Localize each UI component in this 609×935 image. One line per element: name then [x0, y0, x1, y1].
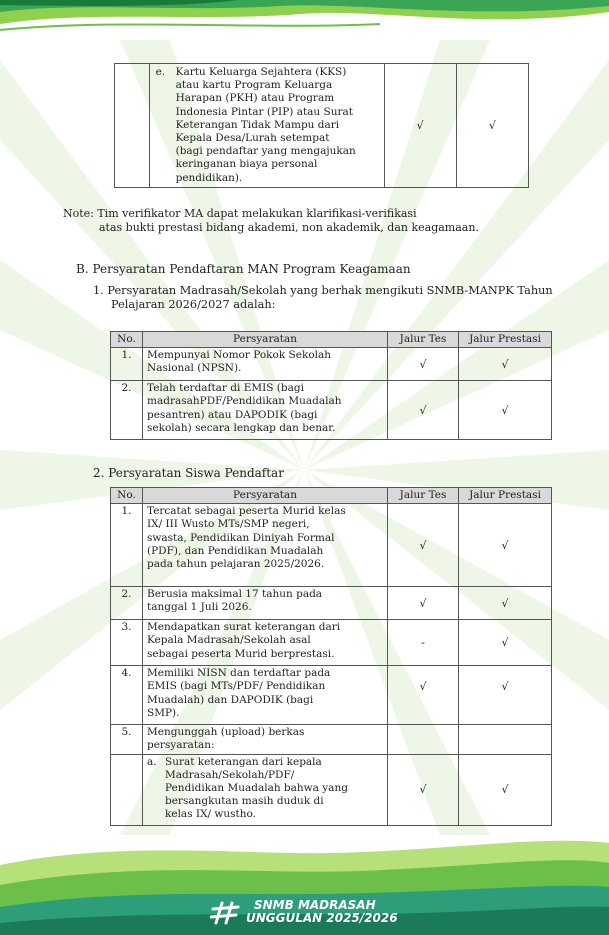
header-jalur-prestasi: Jalur Prestasi [459, 332, 552, 348]
check-mark-prestasi: √ [459, 587, 552, 620]
table-row [111, 666, 552, 725]
requirement-line: (PDF), dan Pendidikan Muadalah [147, 544, 324, 557]
requirement-line: keringanan biaya personal [175, 158, 318, 171]
footer-title-line-1: SNMB MADRASAH [254, 898, 376, 912]
requirement-cell [143, 725, 388, 754]
row-number: 5. [111, 725, 143, 754]
table-row [111, 754, 552, 825]
requirement-line: Surat keterangan dari kepala [165, 755, 322, 768]
table-row [111, 504, 552, 587]
requirement-line: Muadalah) dan DAPODIK (bagi [147, 693, 314, 706]
requirement-line: atau kartu Program Keluarga [175, 79, 333, 92]
requirement-cell [143, 348, 388, 381]
row-number: 2. [111, 587, 143, 620]
no-cell [111, 754, 143, 825]
requirement-line: tanggal 1 Juli 2026. [147, 601, 252, 614]
requirement-line: Pendidikan Muadalah bahwa yang [165, 782, 348, 795]
requirement-line: pendidikan). [175, 171, 243, 184]
sub-letter: e. [155, 66, 166, 78]
requirement-line: Nasional (NPSN). [147, 362, 242, 375]
requirement-line: Mendapatkan surat keterangan dari [147, 621, 341, 634]
requirement-line: SMP). [147, 706, 180, 719]
dash-mark-tes: - [388, 620, 459, 666]
row-number: 1. [111, 348, 143, 381]
requirement-cell [149, 64, 384, 188]
requirement-line: sekolah) secara lengkap dan benar. [147, 421, 336, 434]
table-row [111, 725, 552, 754]
table-row [115, 64, 529, 188]
requirement-line: Mempunyai Nomor Pokok Sekolah [147, 349, 332, 362]
requirement-line: Kepala Desa/Lurah setempat [175, 132, 330, 145]
check-mark-tes: √ [384, 64, 456, 188]
requirement-line: Mengunggah (upload) berkas [147, 726, 305, 739]
header-no: No. [111, 332, 143, 348]
header-jalur-tes: Jalur Tes [388, 332, 459, 348]
requirement-cell [143, 504, 388, 587]
requirement-line: Harapan (PKH) atau Program [175, 92, 335, 105]
requirement-line: Memiliki NISN dan terdaftar pada [147, 667, 331, 680]
table-row [111, 381, 552, 440]
note-line-2: atas bukti prestasi bidang akademi, non akademik, dan keagamaan. [99, 221, 479, 234]
requirement-cell [143, 587, 388, 620]
check-mark-tes: √ [388, 381, 459, 440]
table-row [111, 348, 552, 381]
requirement-line: Indonesia Pintar (PIP) atau Surat [175, 105, 353, 118]
requirement-line: pesantren) atau DAPODIK (bagi [147, 408, 318, 421]
table-row [111, 620, 552, 666]
check-mark-tes: √ [388, 666, 459, 725]
empty-cell [459, 725, 552, 754]
section-b-item-1-cont: Pelajaran 2026/2027 adalah: [111, 298, 276, 311]
requirement-line: pada tahun pelajaran 2025/2026. [147, 558, 325, 571]
no-cell [115, 64, 150, 188]
check-mark-prestasi: √ [459, 666, 552, 725]
header-no: No. [111, 488, 143, 504]
requirement-line: Tercatat sebagai peserta Murid kelas [147, 505, 346, 518]
requirement-cell [143, 666, 388, 725]
note-line-1: Note: Tim verifikator MA dapat melakukan klarifikasi-verifikasi [63, 207, 417, 220]
section-b-heading: B. Persyaratan Pendaftaran MAN Program Keagamaan [76, 262, 411, 276]
requirement-cell [143, 381, 388, 440]
section-b-item-1: 1. Persyaratan Madrasah/Sekolah yang berhak mengikuti SNMB-MANPK Tahun [93, 284, 553, 297]
check-mark-tes: √ [388, 348, 459, 381]
footer-title-line-2: UNGGULAN 2025/2026 [246, 911, 398, 925]
check-mark-prestasi: √ [456, 64, 528, 188]
student-requirements-table [110, 487, 552, 826]
row-number: 2. [111, 381, 143, 440]
requirement-line: madrasahPDF/Pendidikan Muadalah [147, 395, 342, 408]
requirement-line: Berusia maksimal 17 tahun pada [147, 588, 323, 601]
header-jalur-prestasi: Jalur Prestasi [459, 488, 552, 504]
hashtag-icon [210, 901, 242, 925]
madrasah-requirements-table [110, 331, 552, 440]
header-requirement: Persyaratan [143, 332, 388, 348]
requirement-line: Kepala Madrasah/Sekolah asal [147, 634, 311, 647]
header-requirement: Persyaratan [143, 488, 388, 504]
requirement-line: bersangkutan masih duduk di [165, 795, 324, 808]
check-mark-prestasi: √ [459, 381, 552, 440]
row-number: 4. [111, 666, 143, 725]
prestasi-table-continuation [114, 63, 529, 188]
requirement-line: IX/ III Wusto MTs/SMP negeri, [147, 518, 310, 531]
requirement-line: sebagai peserta Murid berprestasi. [147, 647, 335, 660]
row-number: 1. [111, 504, 143, 587]
table-row [111, 587, 552, 620]
row-number: 3. [111, 620, 143, 666]
requirement-line: kelas IX/ wustho. [165, 808, 257, 821]
requirement-line: (bagi pendaftar yang mengajukan [175, 145, 356, 158]
table-header-row [111, 332, 552, 348]
check-mark-tes: √ [388, 754, 459, 825]
check-mark-prestasi: √ [459, 348, 552, 381]
requirement-line: Keterangan Tidak Mampu dari [175, 118, 340, 131]
requirement-line: Kartu Keluarga Sejahtera (KKS) [175, 66, 347, 78]
requirement-line: Madrasah/Sekolah/PDF/ [165, 768, 295, 781]
requirement-cell [143, 754, 388, 825]
check-mark-prestasi: √ [459, 754, 552, 825]
header-jalur-tes: Jalur Tes [388, 488, 459, 504]
check-mark-prestasi: √ [459, 620, 552, 666]
requirement-line: persyaratan: [147, 739, 215, 752]
check-mark-tes: √ [388, 504, 459, 587]
table-header-row [111, 488, 552, 504]
check-mark-tes: √ [388, 587, 459, 620]
sub-letter: a. [147, 755, 157, 768]
requirement-line: EMIS (bagi MTs/PDF/ Pendidikan [147, 680, 326, 693]
section-b-item-2: 2. Persyaratan Siswa Pendaftar [93, 466, 284, 480]
check-mark-prestasi: √ [459, 504, 552, 587]
requirement-line: swasta, Pendidikan Diniyah Formal [147, 531, 335, 544]
requirement-line: Telah terdaftar di EMIS (bagi [147, 382, 304, 395]
requirement-cell [143, 620, 388, 666]
empty-cell [388, 725, 459, 754]
